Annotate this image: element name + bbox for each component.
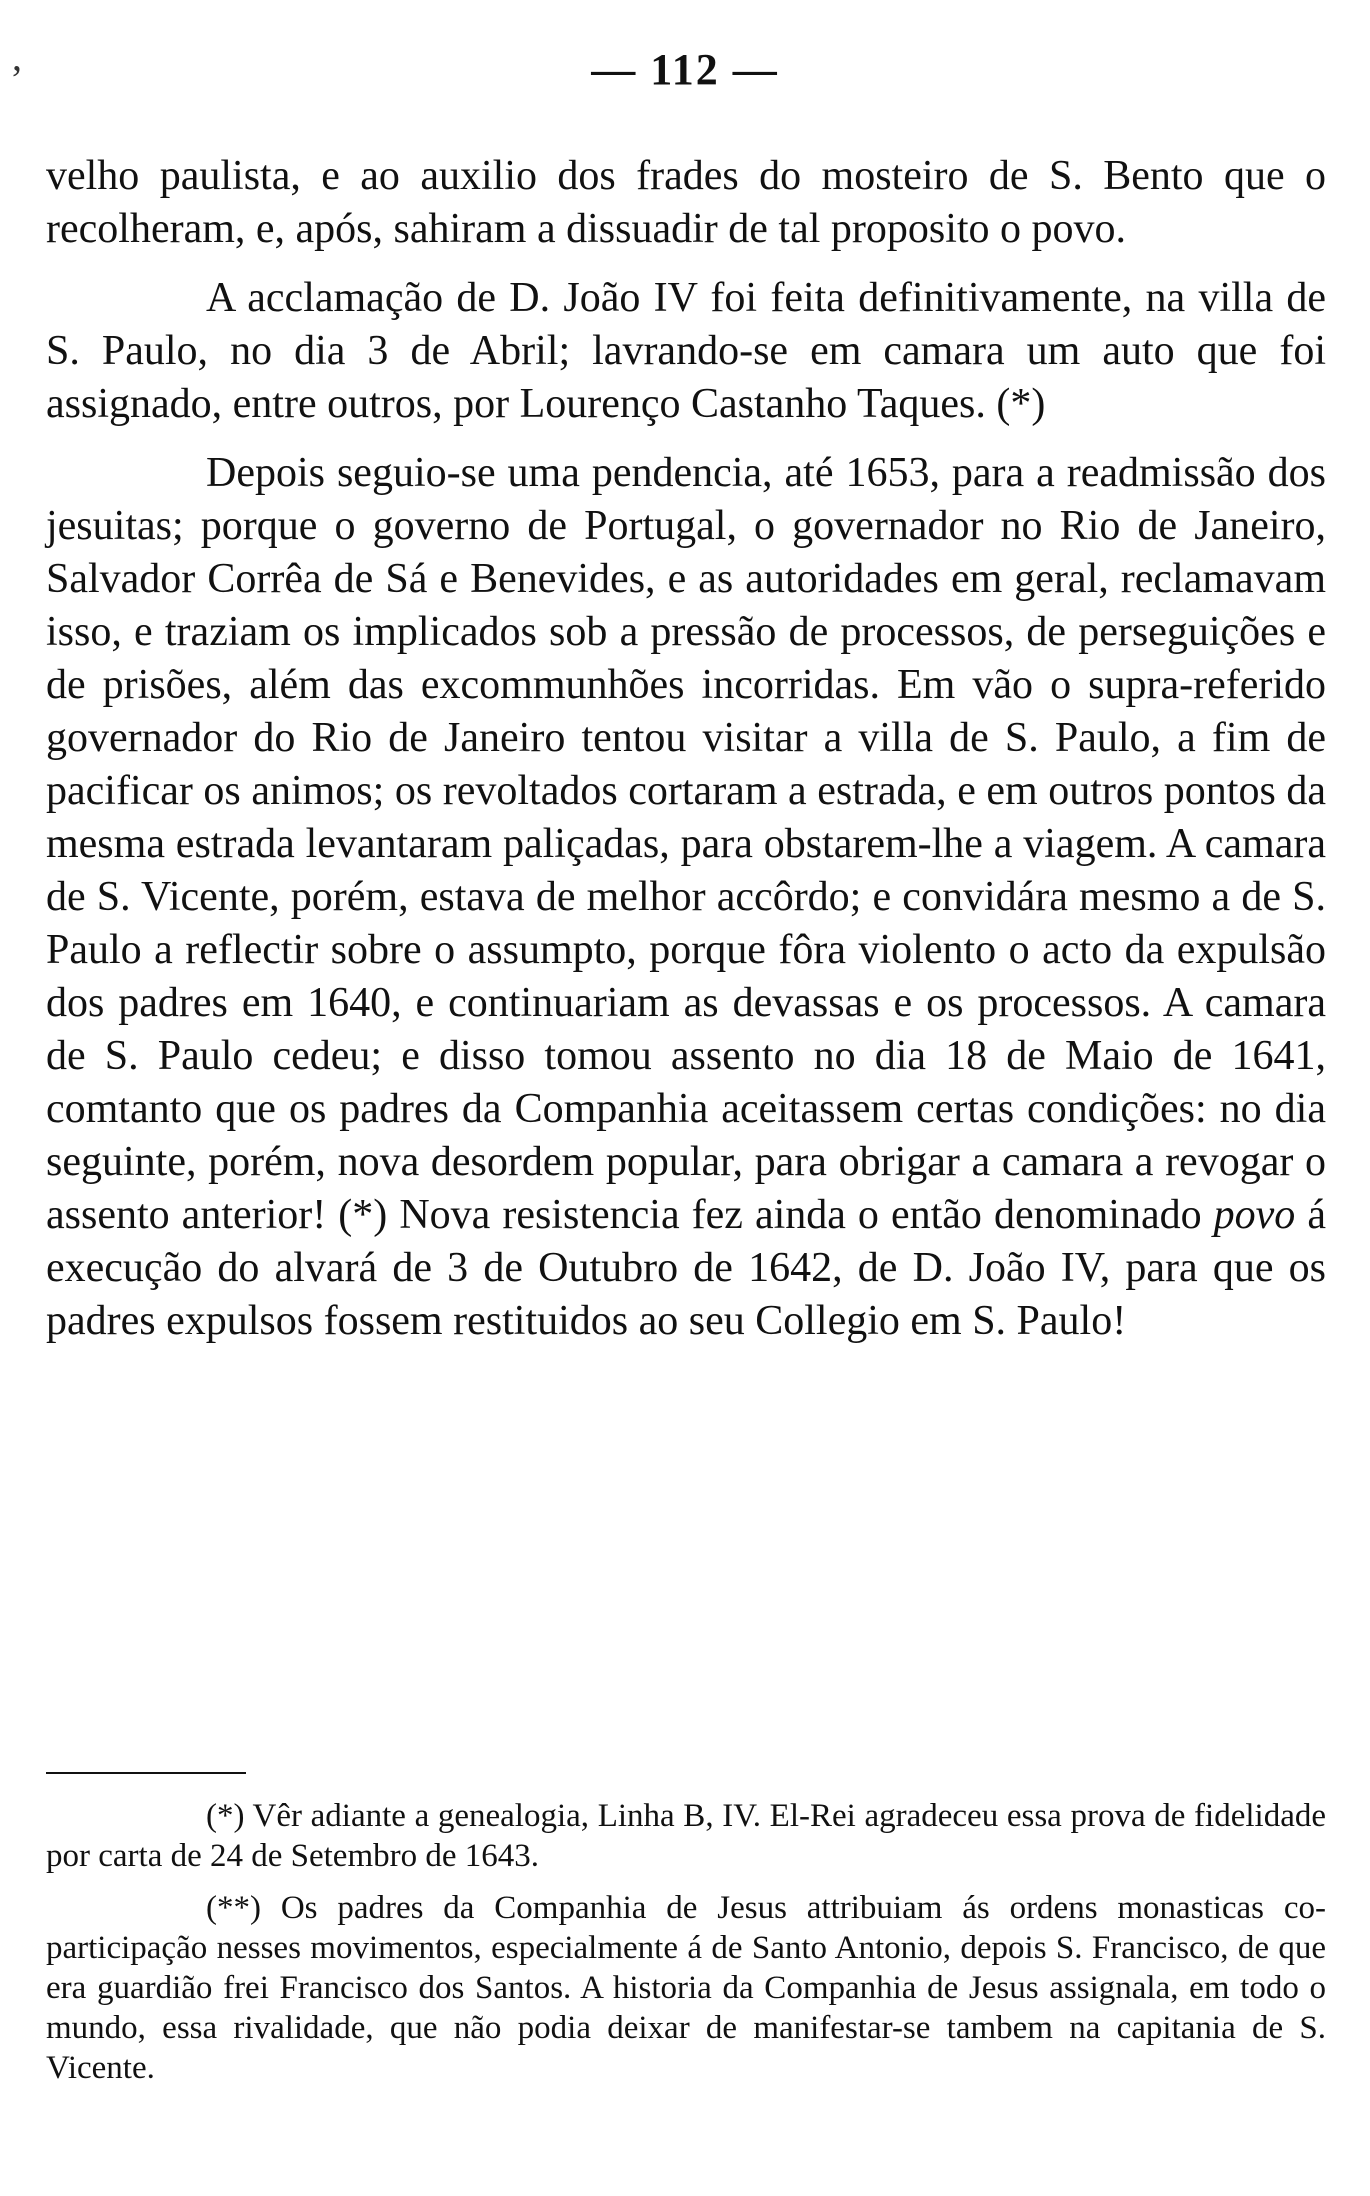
main-text: [46, 150, 1326, 1348]
page-number: — 112 —: [591, 45, 779, 94]
paragraph-2: A acclamação de D. João IV foi feita definitivamente, na villa de S. Paulo, no dia 3 de Abril; lavrando-se em camara um auto que foi assignado, entre outros, por Lourenço Castanho Taques. (*): [46, 275, 1326, 427]
paragraph-1: velho paulista, e ao auxilio dos frades do mosteiro de S. Bento que o recolheram, e, após, sahiram a dissuadir de tal proposito o povo.: [46, 153, 1326, 252]
paragraph-3-text-a: Depois seguio-se uma pendencia, até 1653, para a readmissão dos jesuitas; porque o governo de Portugal, o governador no Rio de Janeiro, Salvador Corrêa de Sá e Benevides, e as autoridades em geral, reclamavam isso, e traziam os implicados sob a pressão de processos, de perseguições e de prisões, além das excommunhões incorridas. Em vão o supra-referido governador do Rio de Janeiro tentou visitar a villa de S. Paulo, a fim de pacificar os animos; os revoltados cortaram a estrada, e em outros pontos da mesma estrada levantaram paliçadas, para obstarem-lhe a viagem. A camara de S. Vicente, porém, estava de melhor accôrdo; e convidára mesmo a de S. Paulo a reflectir sobre o assumpto, porque fôra violento o acto da expulsão dos padres em 1640, e continuariam as devassas e os processos. A camara de S. Paulo cedeu; e disso tomou assento no dia 18 de Maio de 1641, comtanto que os padres da Companhia aceitassem certas condições: no dia seguinte, porém, nova desordem popular, para obrigar a camara a revogar o assento anterior! (*) Nova resistencia fez ainda o então denominado: [46, 450, 1326, 1238]
paragraph-3-italic-word: povo: [1213, 1192, 1296, 1238]
footnote-1: (*) Vêr adiante a genealogia, Linha B, IV. El-Rei agradeceu essa prova de fidelidade por carta de 24 de Setembro de 1643.: [46, 1798, 1326, 1874]
footnotes: [46, 1796, 1326, 2100]
stray-print-mark: ʼ: [10, 57, 24, 102]
paragraph-3: [46, 447, 1326, 1348]
footnote-2: (**) Os padres da Companhia de Jesus attribuiam ás ordens monasticas co-participação nesses movimentos, especialmente á de Santo Antonio, depois S. Francisco, de que era guardião frei Francisco dos Santos. A historia da Companhia de Jesus assignala, em todo o mundo, essa rivalidade, que não podia deixar de manifestar-se tambem na capitania de S. Vicente.: [46, 1890, 1326, 2086]
paragraph-3-text-b: á execução do alvará de 3 de Outubro de 1642, de D. João IV, para que os padres expulsos fossem restituidos ao seu Collegio em S. Paulo!: [46, 1192, 1327, 1344]
footnote-separator: [46, 1772, 246, 1774]
